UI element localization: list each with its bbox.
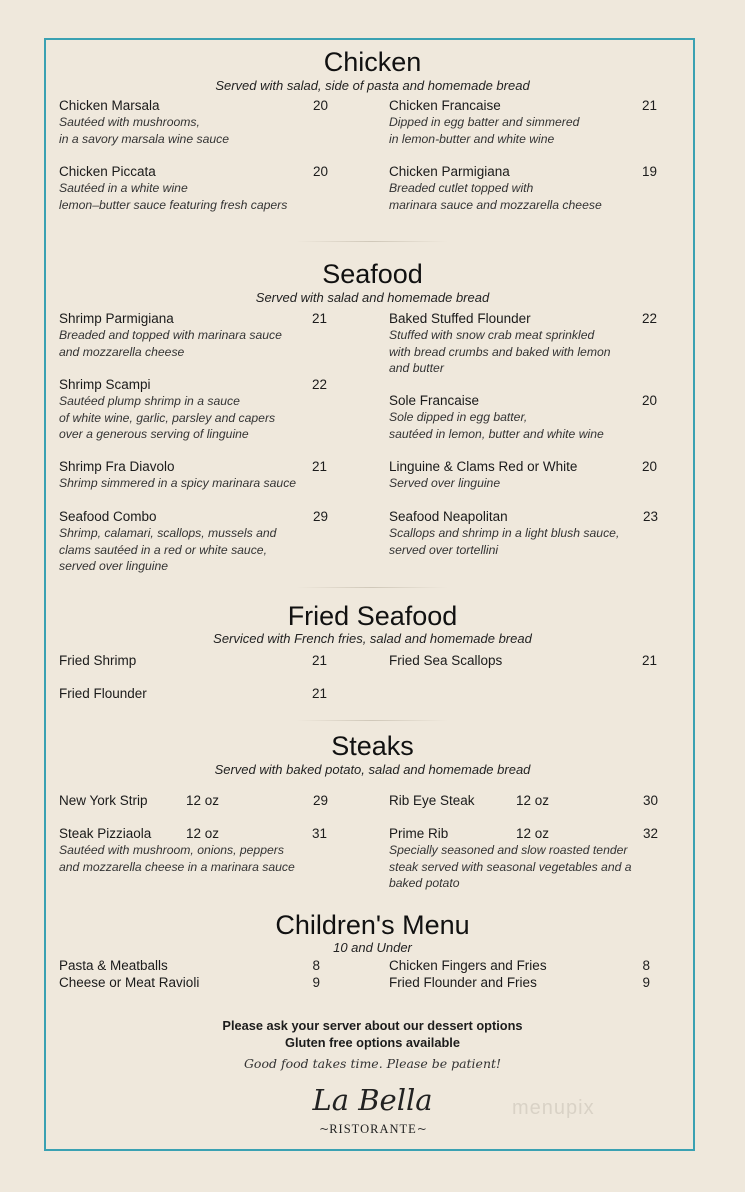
- restaurant-logo-subtitle: ~RISTORANTE~: [319, 1122, 427, 1136]
- item-name: New York Strip: [59, 793, 148, 808]
- item-price: 21: [311, 686, 327, 701]
- item-description: Sautéed with mushroom, onions, peppers and mozzarella cheese in a marinara sauce: [59, 843, 295, 874]
- item-description: Scallops and shrimp in a light blush sauce, served over tortellini: [389, 526, 620, 557]
- item-name: Pasta & Meatballs: [59, 958, 168, 973]
- item-name: Rib Eye Steak: [389, 793, 475, 808]
- item-price: 29: [312, 793, 328, 808]
- item-description: Breaded and topped with marinara sauce and mozzarella cheese: [59, 328, 282, 359]
- section-subtitle-seafood: Served with salad and homemade bread: [255, 290, 490, 305]
- section-title-steaks: Steaks: [331, 731, 414, 761]
- item-name: Baked Stuffed Flounder: [389, 311, 531, 326]
- section-divider: [296, 720, 448, 721]
- item-name: Prime Rib: [389, 826, 449, 841]
- item-name: Shrimp Parmigiana: [59, 311, 174, 326]
- section-title-chicken: Chicken: [323, 47, 422, 77]
- item-description: Specially seasoned and slow roasted tender steak served with seasonal vegetables and a baked potato: [389, 843, 632, 890]
- flourish-right-icon: ~: [416, 1122, 427, 1136]
- item-description: Sautéed with mushrooms, in a savory marsala wine sauce: [59, 115, 230, 146]
- item-price: 20: [312, 164, 328, 179]
- item-price: 29: [312, 509, 328, 524]
- item-name: Chicken Fingers and Fries: [389, 958, 547, 973]
- item-price: 21: [311, 311, 327, 326]
- item-name: Chicken Piccata: [59, 164, 156, 179]
- item-price: 20: [312, 98, 328, 113]
- item-description: Shrimp simmered in a spicy marinara sauce: [59, 476, 297, 490]
- item-price: 9: [642, 975, 650, 990]
- watermark: menupix: [512, 1097, 595, 1119]
- item-price: 9: [312, 975, 320, 990]
- item-price: 19: [641, 164, 657, 179]
- item-name: Chicken Francaise: [389, 98, 501, 113]
- item-price: 21: [311, 653, 327, 668]
- item-name: Fried Flounder: [59, 686, 147, 701]
- item-price: 8: [642, 958, 650, 973]
- item-size: 12 oz: [186, 793, 220, 808]
- section-title-seafood: Seafood: [322, 259, 423, 289]
- item-name: Sole Francaise: [389, 393, 480, 408]
- item-price: 23: [642, 509, 658, 524]
- item-description: Sole dipped in egg batter, sautéed in lemon, butter and white wine: [389, 410, 604, 441]
- item-description: Shrimp, calamari, scallops, mussels and clams sautéed in a red or white sauce, served over linguine: [59, 526, 277, 573]
- item-price: 8: [312, 958, 320, 973]
- item-size: 12 oz: [516, 793, 550, 808]
- item-price: 21: [641, 653, 657, 668]
- item-name: Chicken Marsala: [59, 98, 160, 113]
- item-price: 32: [642, 826, 658, 841]
- item-name: Chicken Parmigiana: [389, 164, 510, 179]
- item-name: Fried Shrimp: [59, 653, 137, 668]
- section-title-childrens-menu: Children's Menu: [275, 910, 470, 940]
- item-name: Linguine & Clams Red or White: [389, 459, 578, 474]
- flourish-left-icon: ~: [319, 1122, 330, 1136]
- item-price: 31: [311, 826, 327, 841]
- item-name: Fried Flounder and Fries: [389, 975, 537, 990]
- section-subtitle-chicken: Served with salad, side of pasta and homemade bread: [215, 78, 530, 93]
- section-subtitle-steaks: Served with baked potato, salad and homemade bread: [214, 762, 531, 777]
- section-divider: [296, 241, 448, 242]
- gluten-free-note: Gluten free options available: [285, 1035, 460, 1050]
- item-name: Shrimp Fra Diavolo: [59, 459, 175, 474]
- section-divider: [296, 587, 448, 588]
- item-name: Fried Sea Scallops: [389, 653, 503, 668]
- item-price: 21: [311, 459, 327, 474]
- item-description: Sautéed in a white wine lemon–butter sauce featuring fresh capers: [59, 181, 288, 212]
- restaurant-logo-name: La Bella: [312, 1083, 433, 1117]
- item-name: Cheese or Meat Ravioli: [59, 975, 200, 990]
- item-description: Breaded cutlet topped with marinara sauce and mozzarella cheese: [389, 181, 602, 212]
- item-size: 12 oz: [186, 826, 220, 841]
- patience-note: Good food takes time. Please be patient!: [243, 1056, 502, 1071]
- item-price: 30: [642, 793, 658, 808]
- item-description: Stuffed with snow crab meat sprinkled with bread crumbs and baked with lemon and butter: [389, 328, 611, 375]
- item-price: 20: [641, 459, 657, 474]
- dessert-note: Please ask your server about our dessert options: [222, 1018, 523, 1033]
- section-subtitle-childrens-menu: 10 and Under: [333, 940, 412, 955]
- item-description: Dipped in egg batter and simmered in lemon-butter and white wine: [389, 115, 580, 146]
- item-price: 22: [311, 377, 327, 392]
- item-description: Sautéed plump shrimp in a sauce of white wine, garlic, parsley and capers over a generous serving of linguine: [59, 394, 276, 441]
- item-name: Steak Pizziaola: [59, 826, 152, 841]
- item-price: 20: [641, 393, 657, 408]
- item-description: Served over linguine: [389, 476, 501, 490]
- section-subtitle-fried-seafood: Serviced with French fries, salad and homemade bread: [213, 631, 532, 646]
- item-name: Shrimp Scampi: [59, 377, 151, 392]
- section-title-fried-seafood: Fried Seafood: [287, 601, 458, 631]
- item-price: 22: [641, 311, 657, 326]
- item-size: 12 oz: [516, 826, 550, 841]
- item-price: 21: [641, 98, 657, 113]
- item-name: Seafood Neapolitan: [389, 509, 508, 524]
- item-name: Seafood Combo: [59, 509, 157, 524]
